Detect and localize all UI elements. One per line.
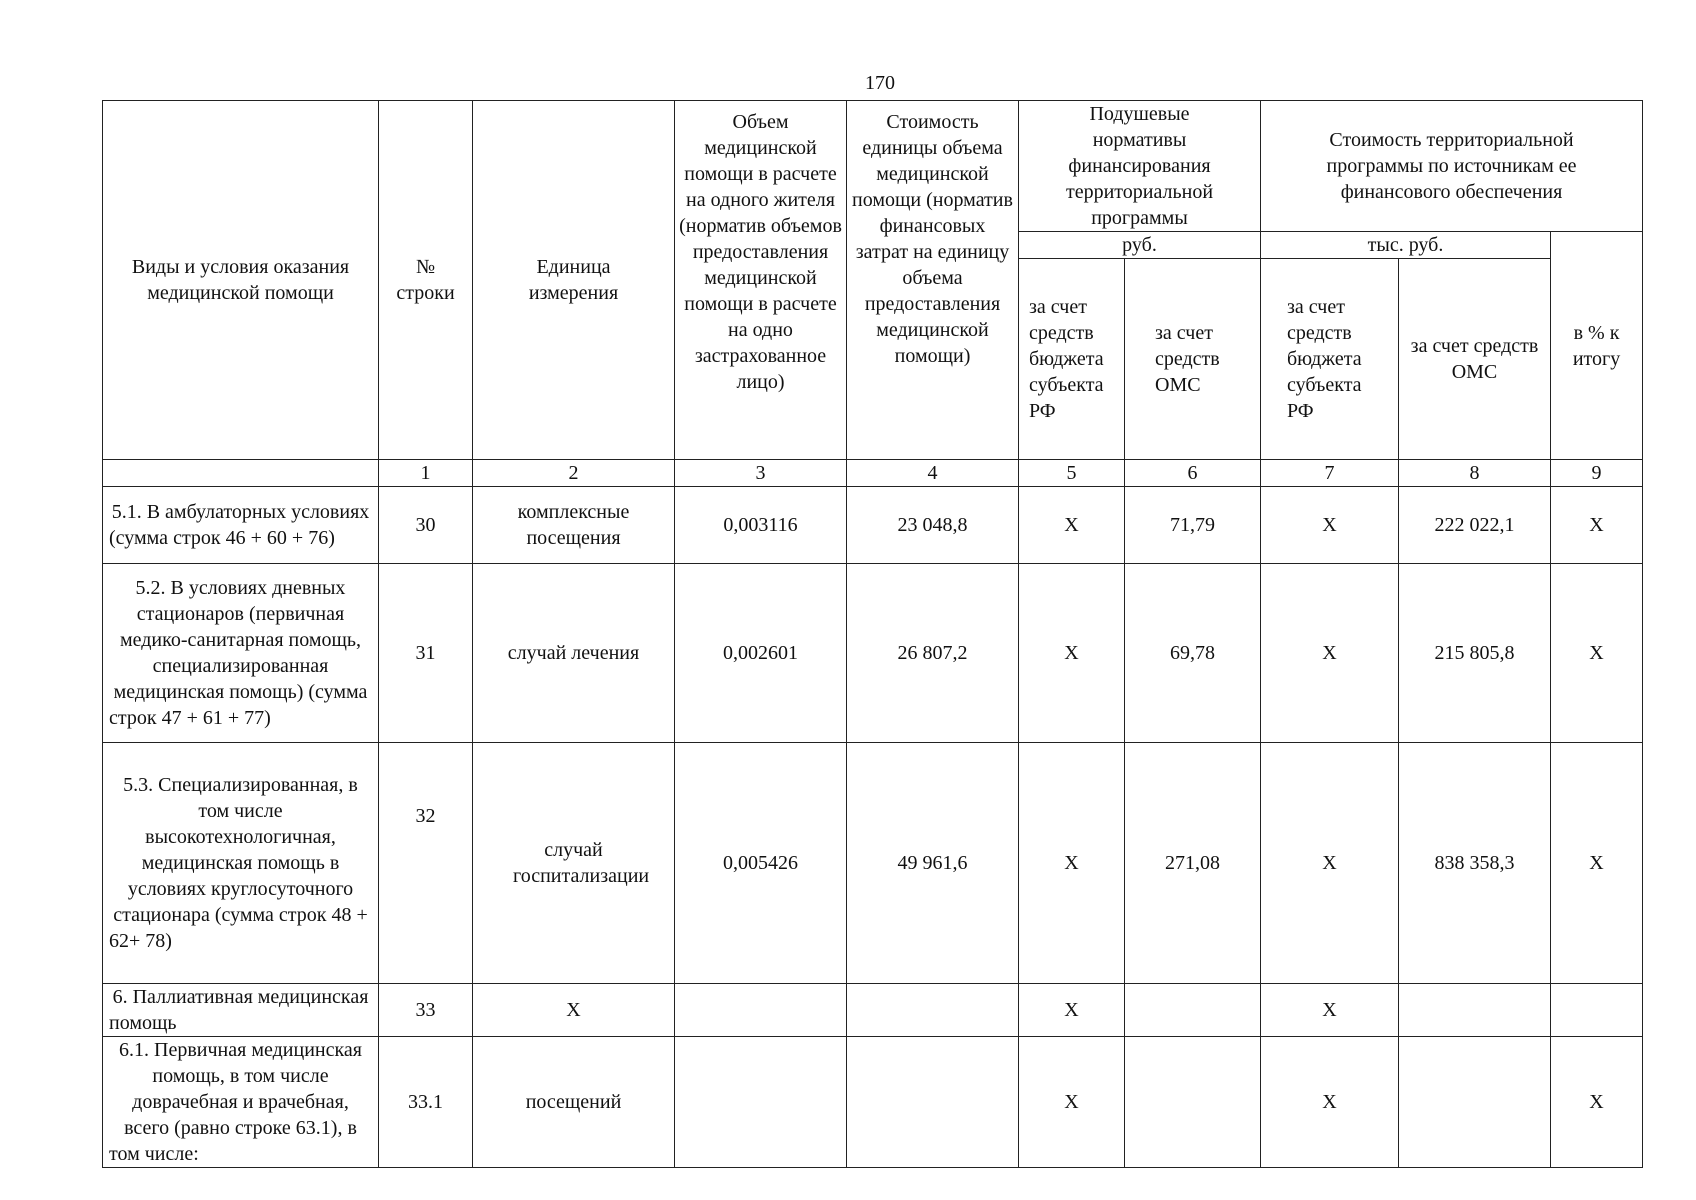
row-cost: [847, 1037, 1019, 1168]
row-c9: [1551, 984, 1643, 1037]
table-body: [103, 487, 1643, 1168]
financing-table: [102, 100, 1643, 1168]
header-unit-thousand-rub: тыс. руб.: [1261, 232, 1551, 259]
row-cost: 26 807,2: [847, 564, 1019, 743]
header-budget-7: за счет средств бюджета субъекта РФ: [1261, 259, 1399, 460]
row-c5: Х: [1019, 1037, 1125, 1168]
header-budget-5: за счет средств бюджета субъекта РФ: [1019, 259, 1125, 460]
row-c8: 215 805,8: [1399, 564, 1551, 743]
table-row: [103, 487, 1643, 564]
column-numbers-row: [103, 460, 1643, 487]
column-number: 4: [847, 460, 1019, 487]
row-kind: 6.1. Первичная медицинская помощь, в том числе доврачебная и врачебная, всего (равно строке 63.1), в том числе:: [103, 1037, 379, 1168]
row-c7: Х: [1261, 564, 1399, 743]
column-number-blank: [103, 460, 379, 487]
column-number: 3: [675, 460, 847, 487]
column-number: 2: [473, 460, 675, 487]
row-c7: Х: [1261, 1037, 1399, 1168]
header-row-number: № строки: [379, 101, 473, 460]
row-c5: Х: [1019, 487, 1125, 564]
row-c5: Х: [1019, 743, 1125, 984]
row-c5: Х: [1019, 564, 1125, 743]
row-c7: Х: [1261, 743, 1399, 984]
row-volume: 0,002601: [675, 564, 847, 743]
row-c6: [1125, 984, 1261, 1037]
row-c6: 69,78: [1125, 564, 1261, 743]
row-c9: Х: [1551, 487, 1643, 564]
row-c6: [1125, 1037, 1261, 1168]
row-number: 31: [379, 564, 473, 743]
row-number: 30: [379, 487, 473, 564]
row-kind: 6. Паллиативная медицинская помощь: [103, 984, 379, 1037]
table-row: [103, 743, 1643, 984]
row-unit: посещений: [473, 1037, 675, 1168]
row-c6: 271,08: [1125, 743, 1261, 984]
header-percapita-group: Подушевые нормативы финансирования территориальной программы: [1019, 101, 1261, 232]
header-percent: в % к итогу: [1551, 232, 1643, 460]
header-unit-rub: руб.: [1019, 232, 1261, 259]
table-row: [103, 984, 1643, 1037]
column-number: 9: [1551, 460, 1643, 487]
row-cost: [847, 984, 1019, 1037]
row-c9: Х: [1551, 564, 1643, 743]
page-number: 170: [865, 72, 895, 94]
table-header: [103, 101, 1643, 487]
row-unit: Х: [473, 984, 675, 1037]
row-c8: [1399, 984, 1551, 1037]
table-row: [103, 1037, 1643, 1168]
column-number: 6: [1125, 460, 1261, 487]
header-oms-6: за счет средств ОМС: [1125, 259, 1261, 460]
header-volume: Объем медицинской помощи в расчете на одного жителя (норматив объемов предоставления медицинской помощи в расчете на одно застрахованное лицо): [675, 101, 847, 460]
row-c8: 838 358,3: [1399, 743, 1551, 984]
row-kind: 5.1. В амбулаторных условиях (сумма строк 46 + 60 + 76): [103, 487, 379, 564]
row-c8: 222 022,1: [1399, 487, 1551, 564]
header-unit: Единица измерения: [473, 101, 675, 460]
row-cost: 23 048,8: [847, 487, 1019, 564]
column-number: 7: [1261, 460, 1399, 487]
row-number: 33: [379, 984, 473, 1037]
row-c9: Х: [1551, 1037, 1643, 1168]
header-kind: Виды и условия оказания медицинской помощи: [103, 101, 379, 460]
row-kind: 5.2. В условиях дневных стационаров (первичная медико-санитарная помощь, специализированная медицинская помощь) (сумма строк 47 + 61 + 77): [103, 564, 379, 743]
row-c7: Х: [1261, 487, 1399, 564]
row-kind: 5.3. Специализированная, в том числе высокотехнологичная, медицинская помощь в условиях круглосуточного стационара (сумма строк 48 + 62+ 78): [103, 743, 379, 984]
row-c9: Х: [1551, 743, 1643, 984]
column-number: 8: [1399, 460, 1551, 487]
table-row: [103, 564, 1643, 743]
row-number: 33.1: [379, 1037, 473, 1168]
row-cost: 49 961,6: [847, 743, 1019, 984]
row-number: 32: [379, 743, 473, 984]
row-volume: [675, 984, 847, 1037]
header-oms-8: за счет средств ОМС: [1399, 259, 1551, 460]
column-number: 5: [1019, 460, 1125, 487]
row-unit: случай лечения: [473, 564, 675, 743]
row-unit: случай госпитализации: [473, 743, 675, 984]
row-unit: комплексные посещения: [473, 487, 675, 564]
header-cost: Стоимость единицы объема медицинской помощи (норматив финансовых затрат на единицу объема предоставления медицинской помощи): [847, 101, 1019, 460]
row-c8: [1399, 1037, 1551, 1168]
header-program-cost-group: Стоимость территориальной программы по источникам ее финансового обеспечения: [1261, 101, 1643, 232]
row-volume: 0,005426: [675, 743, 847, 984]
row-c5: Х: [1019, 984, 1125, 1037]
row-volume: 0,003116: [675, 487, 847, 564]
column-number: 1: [379, 460, 473, 487]
row-c7: Х: [1261, 984, 1399, 1037]
row-volume: [675, 1037, 847, 1168]
row-c6: 71,79: [1125, 487, 1261, 564]
